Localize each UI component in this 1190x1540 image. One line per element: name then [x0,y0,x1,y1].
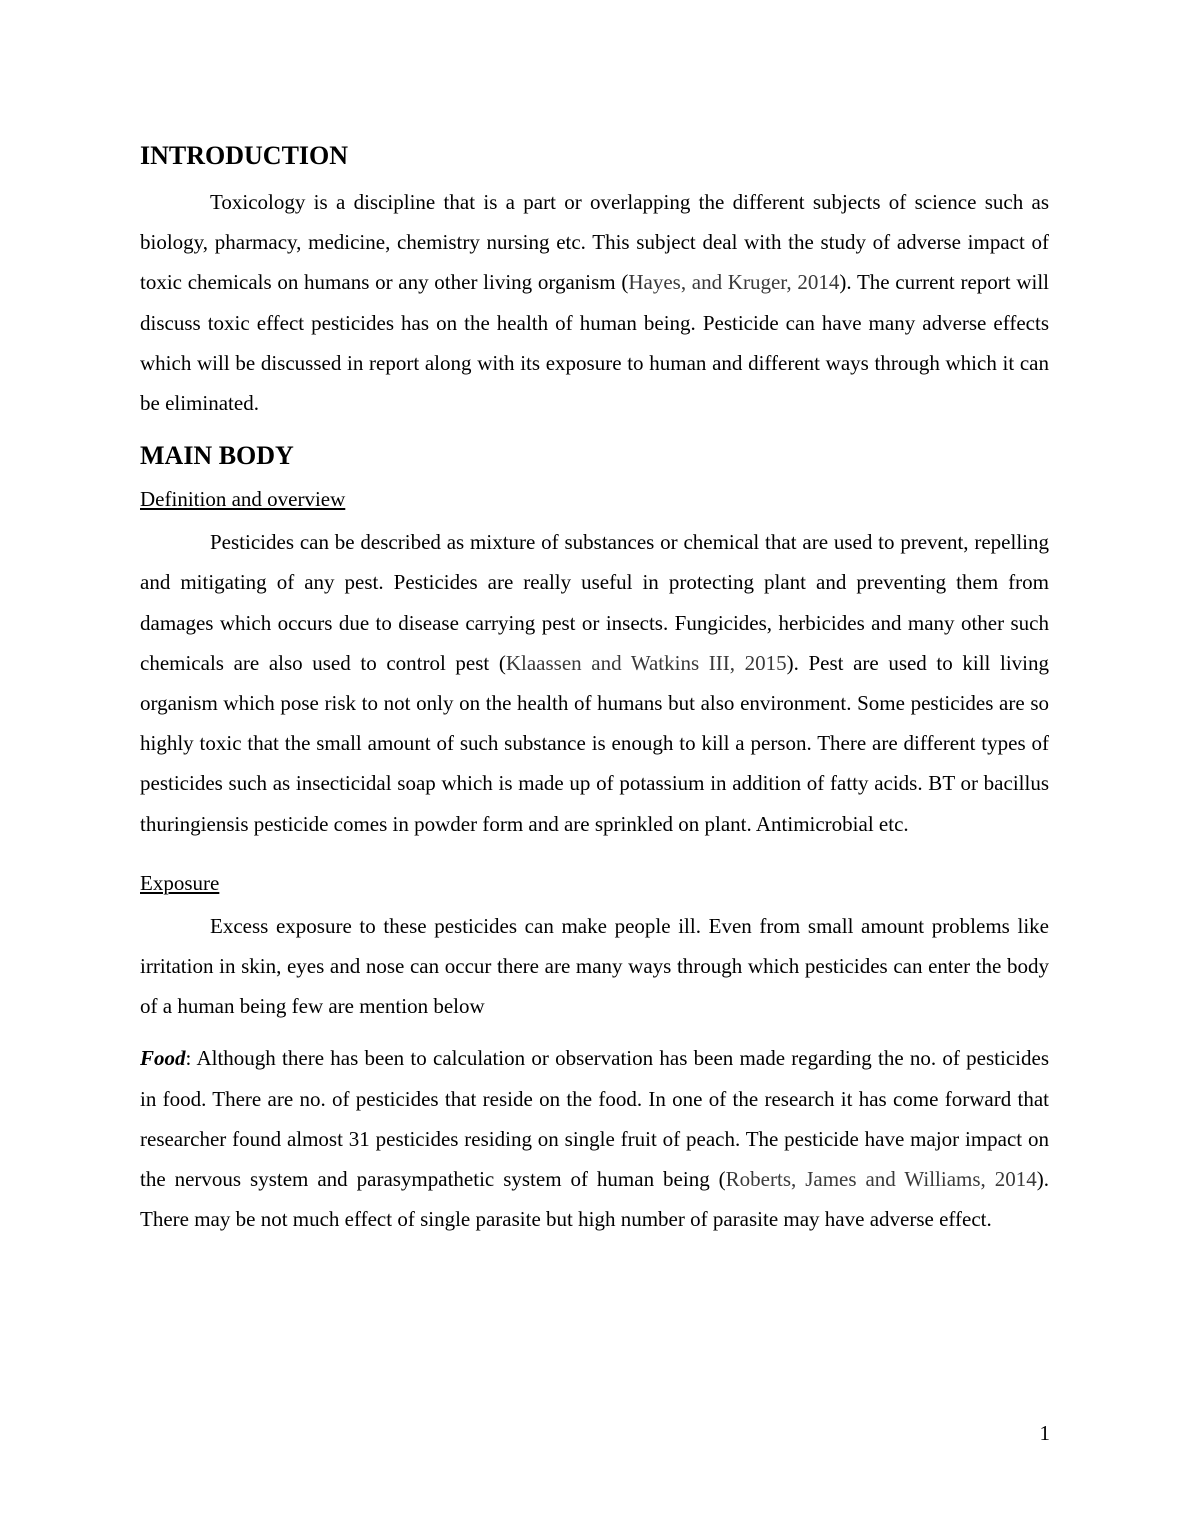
definition-paragraph [140,522,1049,844]
food-text-2: ). There may be not much effect of single parasite but high number of parasite may have adverse effect. [140,1167,1049,1232]
exposure-paragraph: Excess exposure to these pesticides can make people ill. Even from small amount problems like irritation in skin, eyes and nose can occur there are many ways through which pesticides can enter the body of a human being few are mention below [140,913,1049,1019]
introduction-text-2: ). The current report will discuss toxic effect pesticides has on the health of human being. Pesticide can have many adverse effects which will be discussed in report along with its exposure to human and different ways through which it can be eliminated. [140,270,1049,416]
food-label: Food [140,1046,186,1071]
introduction-heading: INTRODUCTION [140,141,349,170]
introduction-text-1: Toxicology is a discipline that is a part or overlapping the different subjects of science such as biology, pharmacy, medicine, chemistry nursing etc. This subject deal with the study of adverse impact of toxic chemicals on humans or any other living organism ( [140,190,1049,295]
definition-citation: Klaassen and Watkins III, 2015 [505,650,787,675]
introduction-citation: Hayes, and Kruger, 2014 [628,270,840,295]
definition-text-1: Pesticides can be described as mixture of substances or chemical that are used to prevent, repelling and mitigating of any pest. Pesticides are really useful in protecting plant and preventing them from damages which occurs due to disease carrying pest or insects. Fungicides, herbicides and many other such chemicals are also used to control pest ( [140,530,1049,675]
definition-text-2: ). Pest are used to kill living organism which pose risk to not only on the health of humans but also environment. Some pesticides are so highly toxic that the small amount of such substance is enough to kill a person. There are different types of pesticides such as insecticidal soap which is made up of potassium in addition of fatty acids. BT or bacillus thuringiensis pesticide comes in powder form and are sprinkled on plant. Antimicrobial etc. [140,650,1049,836]
page-number: 1 [1039,1421,1050,1445]
definition-subheading: Definition and overview [140,487,346,512]
exposure-subheading: Exposure [140,870,220,895]
document-page [140,138,1049,1239]
food-paragraph [140,1038,1049,1239]
main-body-heading: MAIN BODY [140,441,294,471]
introduction-paragraph [140,182,1049,423]
food-text-1: : Although there has been to calculation or observation has been made regarding the no. of pesticides in food. There are no. of pesticides that reside on the food. In one of the research it has come forward that researcher found almost 31 pesticides residing on single fruit of peach. The pesticide have major impact on the nervous system and parasympathetic system of human being ( [140,1046,1049,1192]
food-citation: Roberts, James and Williams, 2014 [725,1167,1037,1192]
